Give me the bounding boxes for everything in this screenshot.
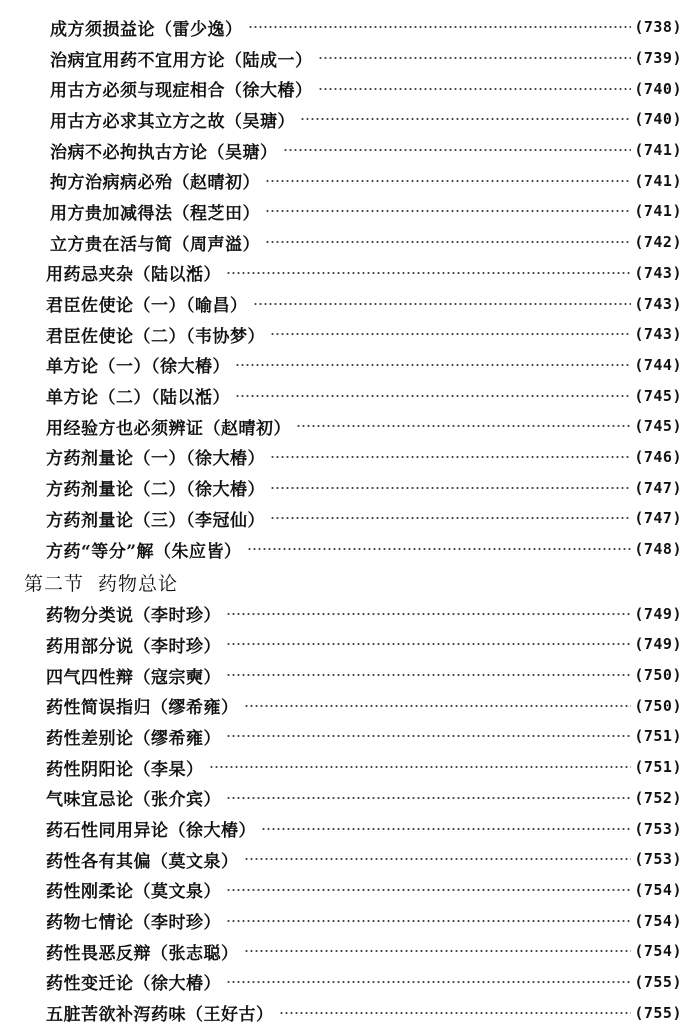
toc-entry[interactable] <box>0 165 700 196</box>
entry-title: 用方贵加减得法（程芝田） <box>50 203 260 224</box>
entry-title: 君臣佐使论（一）（喻昌） <box>46 296 248 317</box>
dot-leader <box>226 272 631 274</box>
toc-entry[interactable] <box>0 629 700 660</box>
toc-entry[interactable] <box>0 690 700 721</box>
entry-page-number: (750) <box>634 696 682 715</box>
entry-page-number: (750) <box>634 666 682 685</box>
entry-title: 用古方必须与现症相合（徐大椿） <box>50 81 313 102</box>
entry-page-number: (745) <box>634 417 682 436</box>
dot-leader <box>253 303 632 305</box>
entry-title: 用古方必求其立方之故（吴瑭） <box>50 111 295 132</box>
dot-leader <box>300 118 631 120</box>
entry-page-number: (742) <box>634 233 682 252</box>
toc-entry[interactable] <box>0 442 700 473</box>
dot-leader <box>209 766 632 768</box>
entry-title: 药性各有其偏（莫文泉） <box>46 851 239 872</box>
dot-leader <box>244 950 632 952</box>
entry-title: 君臣佐使论（二）（韦协梦） <box>46 326 265 347</box>
entry-title: 拘方治病病必殆（赵晴初） <box>50 173 260 194</box>
dot-leader <box>235 395 631 397</box>
entry-title: 立方贵在活与简（周声溢） <box>50 234 260 255</box>
dot-leader <box>318 88 632 90</box>
dot-leader <box>265 210 631 212</box>
entry-page-number: (755) <box>634 1003 682 1022</box>
toc-entry[interactable] <box>0 411 700 442</box>
toc-entry[interactable] <box>0 752 700 783</box>
entry-title: 治病宜用药不宜用方论（陆成一） <box>50 50 313 71</box>
entry-title: 用经验方也必须辨证（赵晴初） <box>46 418 291 439</box>
entry-title: 治病不必拘执古方论（吴瑭） <box>50 142 278 163</box>
toc-entry[interactable] <box>0 783 700 814</box>
entry-page-number: (755) <box>634 972 682 991</box>
toc-entry[interactable] <box>0 598 700 629</box>
toc-entry[interactable] <box>0 135 700 166</box>
dot-leader <box>235 364 631 366</box>
entry-page-number: (740) <box>634 79 682 98</box>
dot-leader <box>226 674 631 676</box>
entry-title: 药用部分说（李时珍） <box>46 636 221 657</box>
dot-leader <box>270 517 631 519</box>
entry-page-number: (739) <box>634 49 682 68</box>
toc-entry[interactable] <box>0 660 700 691</box>
entry-page-number: (751) <box>634 727 682 746</box>
toc-entry[interactable] <box>0 43 700 74</box>
toc-entry[interactable] <box>0 73 700 104</box>
toc-entry[interactable] <box>0 503 700 534</box>
dot-leader <box>270 333 631 335</box>
entry-page-number: (744) <box>634 355 682 374</box>
entry-title: 药性变迁论（徐大椿） <box>46 974 221 995</box>
entry-page-number: (749) <box>634 604 682 623</box>
entry-page-number: (747) <box>634 478 682 497</box>
entry-title: 药性差别论（缪希雍） <box>46 728 221 749</box>
entry-page-number: (746) <box>634 447 682 466</box>
toc-entry[interactable] <box>0 104 700 135</box>
toc-entry[interactable] <box>0 936 700 967</box>
entry-title: 五脏苦欲补泻药味（王好古） <box>46 1005 274 1026</box>
dot-leader <box>248 26 632 28</box>
toc-entry[interactable] <box>0 380 700 411</box>
entry-page-number: (751) <box>634 758 682 777</box>
entry-title: 药物分类说（李时珍） <box>46 606 221 627</box>
entry-page-number: (740) <box>634 110 682 129</box>
toc-entry[interactable] <box>0 472 700 503</box>
toc-entry[interactable] <box>0 227 700 258</box>
toc-entry[interactable] <box>0 967 700 998</box>
entry-title: 方药剂量论（一）（徐大椿） <box>46 449 265 470</box>
toc-entry[interactable] <box>0 813 700 844</box>
entry-title: 四气四性辩（寇宗奭） <box>46 667 221 688</box>
dot-leader <box>226 735 631 737</box>
toc-entry[interactable] <box>0 844 700 875</box>
toc-entry[interactable] <box>0 12 700 43</box>
dot-leader <box>226 889 631 891</box>
entry-title: 药性畏恶反辩（张志聪） <box>46 943 239 964</box>
entry-title: 药石性同用异论（徐大椿） <box>46 821 256 842</box>
toc-entry[interactable] <box>0 258 700 289</box>
entry-title: 药性简误指归（缪希雍） <box>46 698 239 719</box>
dot-leader <box>226 613 631 615</box>
dot-leader <box>261 828 631 830</box>
entry-page-number: (753) <box>634 850 682 869</box>
entry-page-number: (741) <box>634 171 682 190</box>
section-heading[interactable] <box>0 566 700 598</box>
entry-page-number: (753) <box>634 819 682 838</box>
dot-leader <box>226 643 631 645</box>
entry-page-number: (741) <box>634 141 682 160</box>
dot-leader <box>296 425 631 427</box>
table-of-contents <box>0 12 700 1028</box>
entry-page-number: (743) <box>634 263 682 282</box>
dot-leader <box>226 920 631 922</box>
dot-leader <box>247 548 632 550</box>
entry-title: 气味宜忌论（张介宾） <box>46 790 221 811</box>
entry-page-number: (745) <box>634 386 682 405</box>
toc-entry[interactable] <box>0 196 700 227</box>
toc-entry[interactable] <box>0 319 700 350</box>
entry-title: 药性刚柔论（莫文泉） <box>46 882 221 903</box>
dot-leader <box>226 981 631 983</box>
entry-title: 用药忌夹杂（陆以湉） <box>46 265 221 286</box>
toc-entry[interactable] <box>0 721 700 752</box>
dot-leader <box>318 57 632 59</box>
entry-page-number: (754) <box>634 911 682 930</box>
section-title: 药物总论 <box>98 572 179 595</box>
entry-page-number: (748) <box>634 540 682 559</box>
toc-entry[interactable] <box>0 350 700 381</box>
toc-entry[interactable] <box>0 997 700 1028</box>
dot-leader <box>265 241 631 243</box>
dot-leader <box>244 858 632 860</box>
dot-leader <box>279 1012 632 1014</box>
dot-leader <box>265 180 631 182</box>
entry-title: 成方须损益论（雷少逸） <box>50 19 243 40</box>
dot-leader <box>283 149 632 151</box>
entry-title: 方药剂量论（三）（李冠仙） <box>46 510 265 531</box>
dot-leader <box>270 487 631 489</box>
section-number: 第二节 <box>24 572 85 595</box>
dot-leader <box>244 705 632 707</box>
entry-page-number: (752) <box>634 788 682 807</box>
entry-page-number: (743) <box>634 294 682 313</box>
entry-title: 方药“等分”解（朱应皆） <box>46 541 242 562</box>
entry-title: 方药剂量论（二）（徐大椿） <box>46 480 265 501</box>
toc-entry[interactable] <box>0 875 700 906</box>
entry-page-number: (741) <box>634 202 682 221</box>
entry-title: 单方论（一）（徐大椿） <box>46 357 230 378</box>
entry-page-number: (754) <box>634 880 682 899</box>
entry-page-number: (747) <box>634 509 682 528</box>
toc-entry[interactable] <box>0 905 700 936</box>
entry-page-number: (738) <box>634 18 682 37</box>
dot-leader <box>226 797 631 799</box>
toc-entry[interactable] <box>0 288 700 319</box>
entry-title: 单方论（二）（陆以湉） <box>46 388 230 409</box>
entry-title: 药物七情论（李时珍） <box>46 913 221 934</box>
entry-page-number: (754) <box>634 942 682 961</box>
dot-leader <box>270 456 631 458</box>
entry-title: 药性阴阳论（李杲） <box>46 759 204 780</box>
toc-entry[interactable] <box>0 534 700 565</box>
entry-page-number: (743) <box>634 325 682 344</box>
entry-page-number: (749) <box>634 635 682 654</box>
